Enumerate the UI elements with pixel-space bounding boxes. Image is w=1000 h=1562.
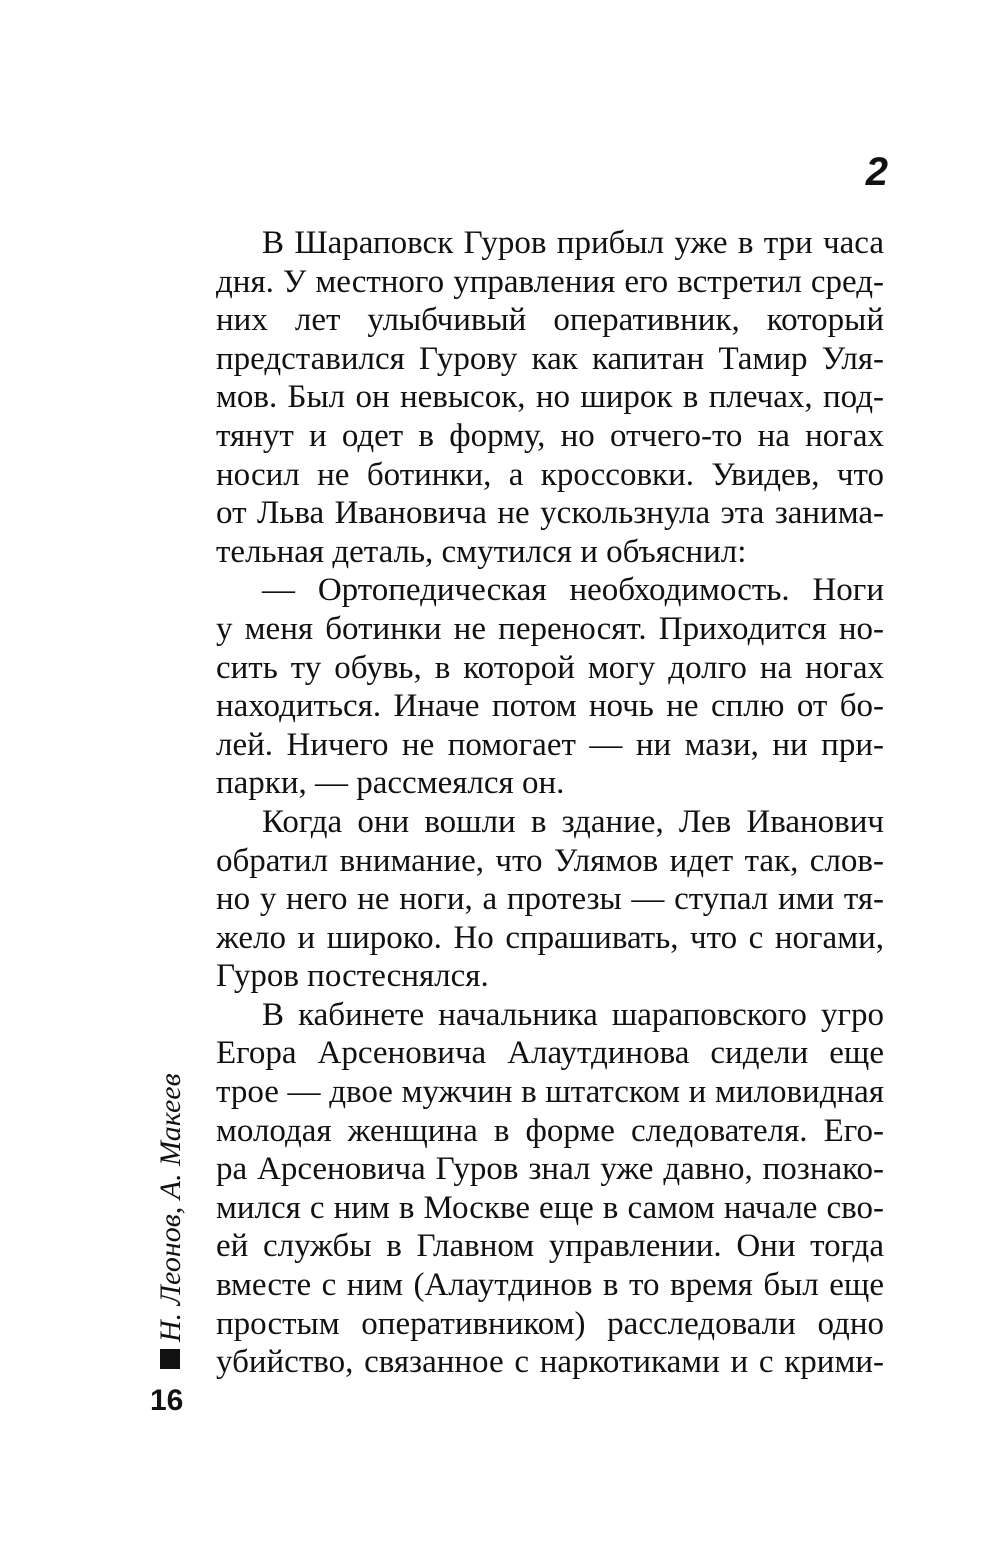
text-line: убийство, связанное с наркотиками и с крими- [216, 1344, 884, 1381]
text-line: обратил внимание, что Улямов идет так, слов- [216, 842, 884, 879]
text-line: представился Гурову как капитан Тамир Уля- [216, 340, 884, 377]
text-line: сить ту обувь, в которой могу долго на ногах [216, 649, 884, 686]
text-line: ра Арсеновича Гуров знал уже давно, познако- [216, 1151, 884, 1188]
text-line: тельная деталь, смутился и объяснил: [216, 533, 747, 570]
text-line: у меня ботинки не переносят. Приходится но- [216, 610, 884, 647]
text-line: В Шараповск Гуров прибыл уже в три часа [262, 225, 884, 261]
text-line: Гуров постеснялся. [216, 958, 489, 995]
text-line: мов. Был он невысок, но широк в плечах, под- [216, 379, 884, 416]
text-line: но у него не ноги, а протезы — ступал ими тя- [216, 881, 884, 918]
text-line: вместе с ним (Алаутдинов в то время был еще [216, 1267, 884, 1304]
folio-square-ornament [160, 1349, 180, 1369]
text-line: молодая женщина в форме следователя. Его- [216, 1112, 884, 1149]
running-head-authors: Н. Леонов, А. Макеев [154, 1073, 187, 1342]
text-line: мился с ним в Москве еще в самом начале сво- [216, 1189, 884, 1226]
text-line: — Ортопедическая необходимость. Ноги [262, 572, 884, 609]
text-line: Егора Арсеновича Алаутдинова сидели еще [216, 1035, 884, 1072]
text-line: дня. У местного управления его встретил сред- [216, 263, 884, 300]
text-line: трое — двое мужчин в штатском и миловидная [216, 1074, 884, 1111]
text-line: ей службы в Главном управлении. Они тогда [216, 1228, 884, 1265]
page-number: 16 [150, 1384, 184, 1417]
text-line: находиться. Иначе потом ночь не сплю от бо- [216, 688, 884, 725]
text-line: лей. Ничего не помогает — ни мази, ни при- [216, 726, 884, 763]
body-text [216, 224, 884, 1382]
text-line: от Льва Ивановича не ускользнула эта занима- [216, 495, 884, 532]
text-line: парки, — рассмеялся он. [216, 765, 565, 802]
text-line: В кабинете начальника шараповского угро [262, 996, 884, 1033]
text-line: простым оперативником) расследовали одно [216, 1305, 884, 1342]
text-line: Когда они вошли в здание, Лев Иванович [262, 803, 884, 840]
text-line: носил не ботинки, а кроссовки. Увидев, что [216, 456, 884, 493]
text-line: жело и широко. Но спрашивать, что с ногами, [216, 919, 884, 956]
text-line: них лет улыбчивый оперативник, который [216, 302, 884, 339]
text-line: тянут и одет в форму, но отчего-то на ногах [216, 417, 884, 454]
chapter-number: 2 [865, 150, 888, 194]
